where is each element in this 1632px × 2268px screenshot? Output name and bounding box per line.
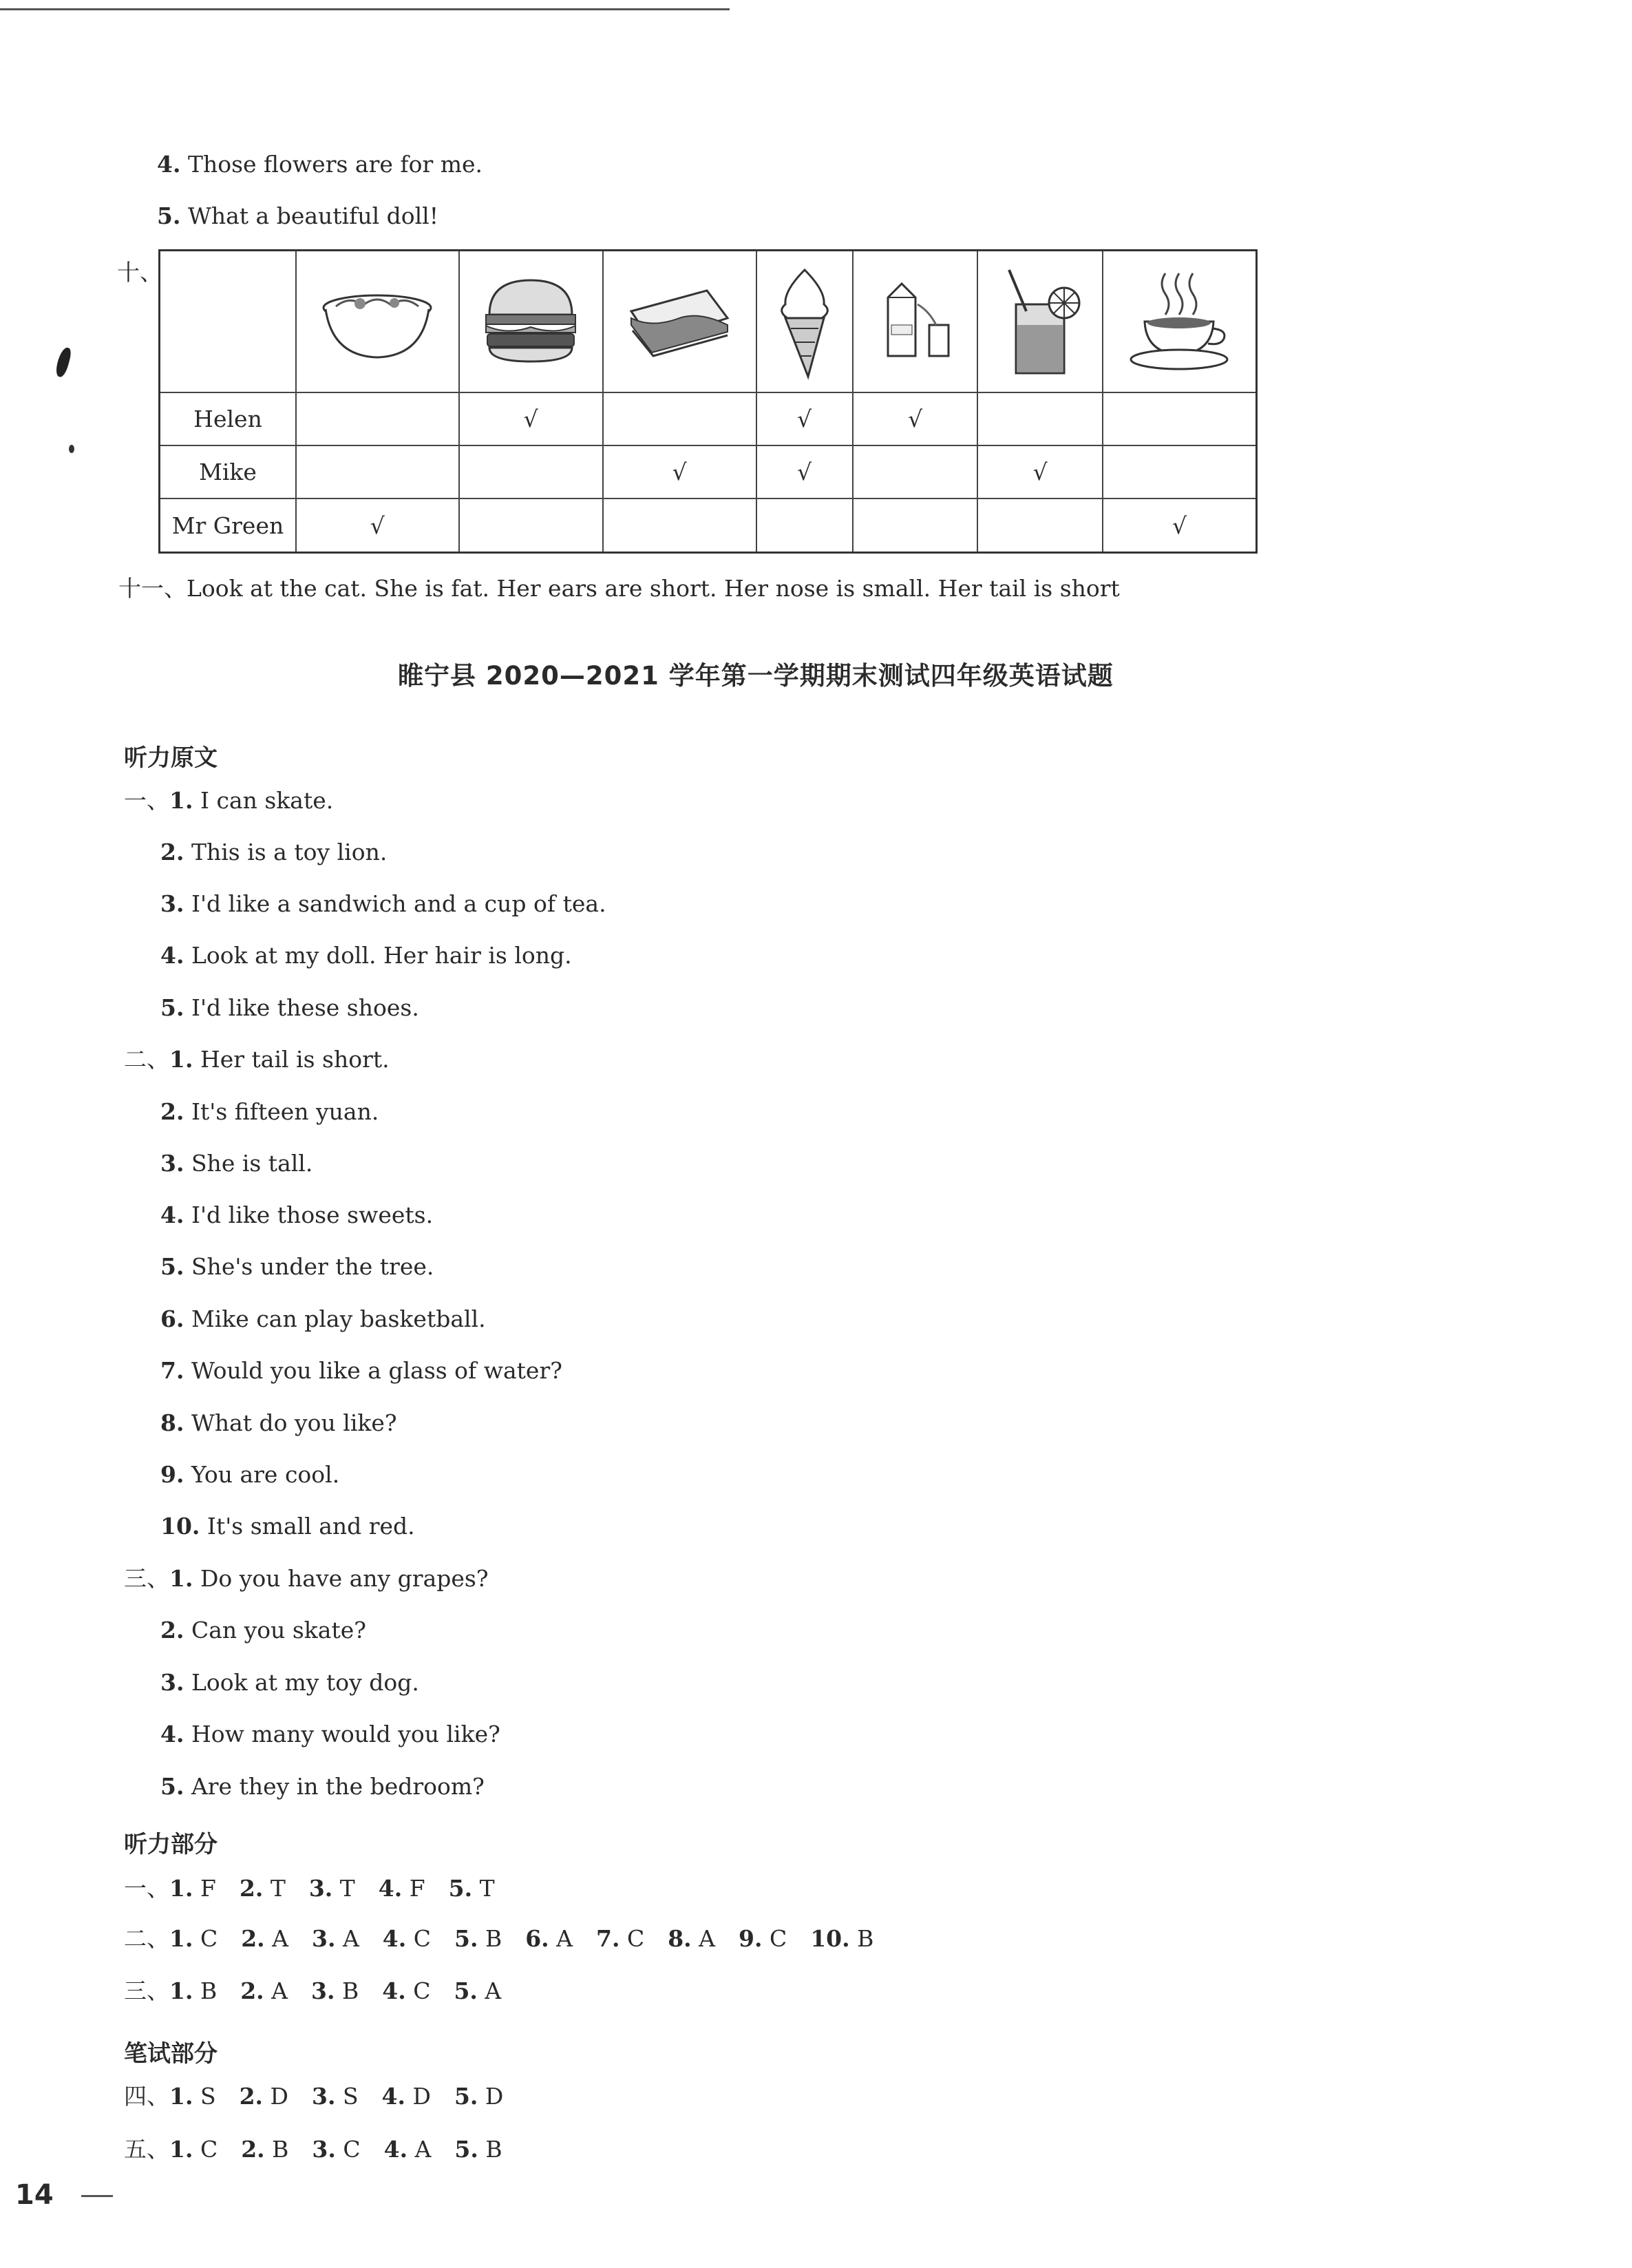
check-cell: √ <box>603 445 756 498</box>
script-item: 4. I'd like those sweets. <box>160 1201 434 1228</box>
check-cell: √ <box>296 498 459 552</box>
script-item: 5. Are they in the bedroom? <box>160 1773 485 1800</box>
row-name: Mike <box>160 445 297 498</box>
script-item: 3. I'd like a sandwich and a cup of tea. <box>160 890 606 917</box>
noodles-bowl-icon <box>319 280 436 363</box>
section10-marker: 十、 <box>117 259 162 286</box>
script-item: 5. She's under the tree. <box>160 1253 434 1280</box>
ice-cream-cell <box>756 251 853 393</box>
answer-row: 一、1. F 2. T 3. T 4. F 5. T <box>124 1875 495 1902</box>
picture-row <box>160 251 1257 393</box>
script-item: 一、1. I can skate. <box>124 787 334 814</box>
check-cell <box>1103 392 1257 445</box>
script-item: 2. Can you skate? <box>160 1617 366 1644</box>
check-cell <box>603 498 756 552</box>
answer-row: 五、1. C 2. B 3. C 4. A 5. B <box>124 2136 502 2163</box>
script-item: 3. She is tall. <box>160 1150 313 1177</box>
hamburger-icon <box>479 273 582 370</box>
check-cell: √ <box>853 392 978 445</box>
check-cell <box>977 498 1103 552</box>
check-cell: √ <box>459 392 603 445</box>
scan-mark <box>54 346 73 379</box>
check-cell <box>603 392 756 445</box>
food-preference-table <box>158 249 1258 554</box>
check-cell <box>296 445 459 498</box>
script-item: 4. Look at my doll. Her hair is long. <box>160 942 572 969</box>
sandwich-cell <box>603 251 756 393</box>
check-cell: √ <box>756 445 853 498</box>
script-item: 5. I'd like these shoes. <box>160 994 419 1021</box>
hamburger-cell <box>459 251 603 393</box>
table-row-helen <box>160 392 1257 445</box>
tea-cup-icon <box>1124 266 1234 377</box>
script-item: 8. What do you like? <box>160 1409 397 1436</box>
section11-line <box>118 577 1120 600</box>
answer-row: 四、1. S 2. D 3. S 4. D 5. D <box>124 2083 504 2110</box>
milk-cell <box>853 251 978 393</box>
check-cell <box>459 498 603 552</box>
row-name: Helen <box>160 392 297 445</box>
check-cell <box>296 392 459 445</box>
blank-header-cell <box>160 251 297 393</box>
script-item: 4. How many would you like? <box>160 1721 500 1747</box>
table-row-mike <box>160 445 1257 498</box>
check-cell <box>977 392 1103 445</box>
script-item: 2. This is a toy lion. <box>160 839 388 865</box>
top-line-5: 5. What a beautiful doll! <box>157 202 438 229</box>
check-cell <box>853 498 978 552</box>
top-rule <box>0 8 730 10</box>
row-name: Mr Green <box>160 498 297 552</box>
milk-carton-icon <box>871 277 960 366</box>
answer-row: 二、1. C 2. A 3. A 4. C 5. B 6. A 7. C 8. A 9. C 10. B <box>124 1925 874 1952</box>
script-item: 三、1. Do you have any grapes? <box>124 1565 489 1592</box>
written-answers-heading: 笔试部分 <box>124 2040 218 2068</box>
script-item: 2. It's fifteen yuan. <box>160 1098 379 1125</box>
ice-cream-cone-icon <box>770 263 839 380</box>
scan-mark <box>69 445 74 453</box>
check-cell <box>1103 445 1257 498</box>
tea-cell <box>1103 251 1257 393</box>
table-row-mr-green <box>160 498 1257 552</box>
top-line-4: 4. Those flowers are for me. <box>157 151 483 178</box>
answer-row: 三、1. B 2. A 3. B 4. C 5. A <box>124 1977 502 2004</box>
sandwich-icon <box>624 277 734 366</box>
script-item: 10. It's small and red. <box>160 1513 415 1540</box>
section11-text: Look at the cat. She is fat. Her ears are short. Her nose is small. Her tail is short <box>187 575 1120 602</box>
check-cell: √ <box>1103 498 1257 552</box>
page-number: 14 <box>15 2179 54 2211</box>
juice-cell <box>977 251 1103 393</box>
script-item: 9. You are cool. <box>160 1461 340 1488</box>
check-cell: √ <box>977 445 1103 498</box>
script-item: 3. Look at my toy dog. <box>160 1669 419 1696</box>
script-item: 6. Mike can play basketball. <box>160 1305 486 1332</box>
listening-answers-heading: 听力部分 <box>124 1831 218 1858</box>
check-cell <box>756 498 853 552</box>
script-item: 二、1. Her tail is short. <box>124 1046 390 1073</box>
noodles-cell <box>296 251 459 393</box>
check-cell <box>853 445 978 498</box>
section11-marker: 十一、 <box>118 575 187 602</box>
check-cell: √ <box>756 392 853 445</box>
check-cell <box>459 445 603 498</box>
exam-title: 睢宁县 2020—2021 学年第一学期期末测试四年级英语试题 <box>398 661 1114 691</box>
juice-glass-icon <box>995 263 1085 380</box>
page-number-dash <box>81 2195 113 2197</box>
listening-script-heading: 听力原文 <box>124 744 218 772</box>
script-item: 7. Would you like a glass of water? <box>160 1357 562 1384</box>
